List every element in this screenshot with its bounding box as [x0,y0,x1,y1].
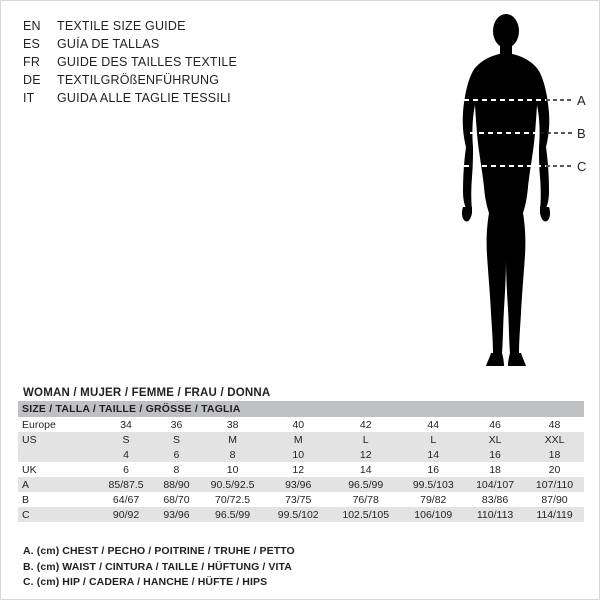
marker-label-c: C [577,159,587,174]
language-title: GUIDE DES TAILLES TEXTILE [57,55,238,69]
cell: M [199,432,267,447]
size-table [18,401,584,522]
language-header-block [23,17,353,107]
table-row [18,507,584,522]
row-label: C [18,507,98,522]
table-row [18,432,584,447]
language-code: FR [23,55,41,69]
marker-label-a: A [577,93,586,108]
section-title: WOMAN / MUJER / FEMME / FRAU / DONNA [23,387,271,399]
note-b: B. (cm) WAIST / CINTURA / TAILLE / HÜFTUNG / VITA [23,560,292,573]
cell: 38 [199,417,267,432]
size-table-container [18,401,584,522]
table-row [18,462,584,477]
table-row [18,492,584,507]
cell: XXL [525,432,584,447]
measurement-notes [23,544,583,591]
marker-label-b: B [577,126,586,141]
row-label: A [18,477,98,492]
language-title: TEXTILE SIZE GUIDE [57,19,186,33]
row-label: US [18,432,98,447]
cell: 8 [199,447,267,462]
cell: 42 [330,417,401,432]
cell: 90/92 [98,507,154,522]
language-row-es [23,35,353,53]
language-title: GUIDA ALLE TAGLIE TESSILI [57,91,231,105]
cell: 64/67 [98,492,154,507]
language-row-de [23,71,353,89]
language-code: IT [23,91,35,105]
cell: 44 [401,417,465,432]
cell: XL [465,432,525,447]
cell: 16 [401,462,465,477]
cell: S [154,432,199,447]
cell: 68/70 [154,492,199,507]
cell: 12 [266,462,330,477]
cell: 90.5/92.5 [199,477,267,492]
cell: L [401,432,465,447]
cell: 102.5/105 [330,507,401,522]
cell: 79/82 [401,492,465,507]
language-row-fr [23,53,353,71]
cell: 85/87.5 [98,477,154,492]
table-row [18,417,584,432]
cell: 4 [98,447,154,462]
cell: 40 [266,417,330,432]
cell: 14 [401,447,465,462]
language-row-it [23,89,353,107]
row-label: Europe [18,417,98,432]
cell: 48 [525,417,584,432]
cell: 18 [465,462,525,477]
note-a: A. (cm) CHEST / PECHO / POITRINE / TRUHE / PETTO [23,545,295,557]
cell: 93/96 [266,477,330,492]
cell: 76/78 [330,492,401,507]
table-row [18,447,584,462]
cell: 106/109 [401,507,465,522]
cell: 16 [465,447,525,462]
cell: 20 [525,462,584,477]
cell: M [266,432,330,447]
cell: 96.5/99 [330,477,401,492]
cell: 107/110 [525,477,584,492]
cell: S [98,432,154,447]
row-label [18,447,98,462]
cell: 83/86 [465,492,525,507]
woman-silhouette-icon [401,9,591,374]
language-code: ES [23,37,41,51]
language-code: DE [23,73,41,87]
cell: 8 [154,462,199,477]
cell: 88/90 [154,477,199,492]
cell: 18 [525,447,584,462]
language-title: GUÍA DE TALLAS [57,37,160,51]
language-code: EN [23,19,41,33]
table-row [18,477,584,492]
cell: L [330,432,401,447]
table-header-row [18,401,584,417]
cell: 87/90 [525,492,584,507]
note-c: C. (cm) HIP / CADERA / HANCHE / HÜFTE / HIPS [23,576,268,588]
cell: 12 [330,447,401,462]
cell: 70/72.5 [199,492,267,507]
cell: 99.5/103 [401,477,465,492]
cell: 34 [98,417,154,432]
cell: 104/107 [465,477,525,492]
cell: 36 [154,417,199,432]
cell: 10 [266,447,330,462]
cell: 73/75 [266,492,330,507]
cell: 6 [154,447,199,462]
cell: 46 [465,417,525,432]
cell: 93/96 [154,507,199,522]
cell: 6 [98,462,154,477]
table-header-label: SIZE / TALLA / TAILLE / GRÖSSE / TAGLIA [18,401,584,417]
cell: 96.5/99 [199,507,267,522]
cell: 99.5/102 [266,507,330,522]
cell: 114/119 [525,507,584,522]
cell: 110/113 [465,507,525,522]
language-title: TEXTILGRÖßENFÜHRUNG [57,73,220,87]
cell: 14 [330,462,401,477]
row-label: B [18,492,98,507]
row-label: UK [18,462,98,477]
language-row-en [23,17,353,35]
body-figure [401,9,591,374]
cell: 10 [199,462,267,477]
